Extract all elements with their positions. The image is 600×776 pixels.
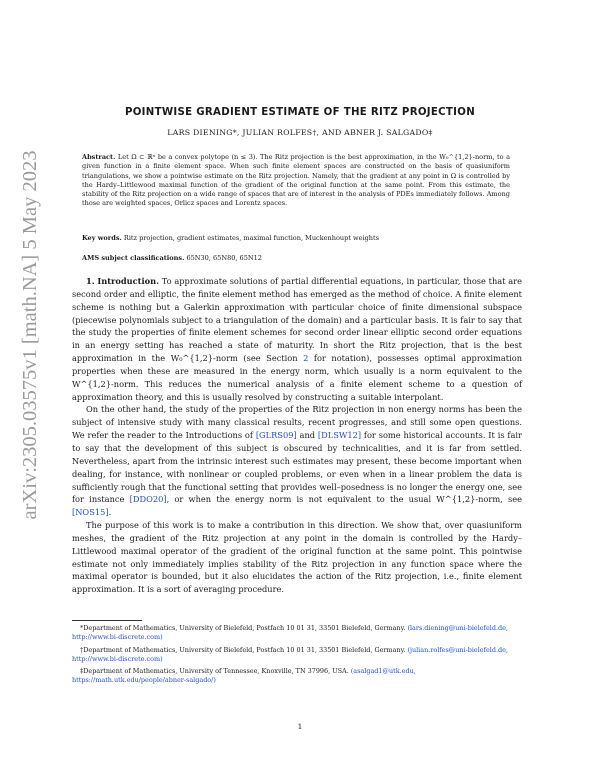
paragraph-2: [72, 403, 522, 519]
paragraph-1-end: for notation), possesses optimal approximation properties when these are measured in the energy norm, which usually is a norm equivalent to the W^{1,2}-norm. This reduces the numerical analysis of a finite element scheme to a question of approximation theory, and this is usually resolved by constructing a suitable interpolant.: [72, 353, 523, 402]
footnote-2-links[interactable]: (julian.rolfes@uni-bielefeld.de, http://www.bi-discrete.com): [72, 645, 508, 663]
abstract-text: Let Ω ⊂ ℝⁿ be a convex polytope (n ≤ 3). The Ritz projection is the best approximation, in the W₀^{1,2}-norm, to a given function in a finite element space. When such finite element spaces are constructed on the basis of quasiuniform triangulations, we show a pointwise estimate on the Ritz projection. Namely, that the gradient at any point in Ω is controlled by the Hardy–Littlewood maximal function of the gradient of the original function at the same point. From this estimate, the stability of the Ritz projection on a wide range of spaces that are of interest in the analysis of PDEs immediately follows. Among those are weighted spaces, Orlicz spaces and Lorentz spaces.: [82, 153, 510, 208]
paragraph-2-text-b: and: [299, 430, 316, 441]
footnote-separator: [72, 620, 142, 621]
paragraph-1: [72, 275, 522, 403]
abstract-label: Abstract.: [82, 153, 116, 161]
keywords-label: Key words.: [82, 234, 122, 242]
section-number: 1.: [86, 276, 95, 286]
ams-classification: [82, 254, 510, 263]
paragraph-3: The purpose of this work is to make a contribution in this direction. We show that, over quasiuniform meshes, the gradient of the Ritz projection at any point in the domain is controlled by the Hardy–Littlewood maximal operator of the gradient of the original function at the same point. This pointwise estimate not only immediately implies stability of the Ritz projection in any function space where the maximal operator is bounded, but it also elucidates the action of the Ritz projection, i.e., finite element approximation. It is a sort of averaging procedure.: [72, 520, 522, 595]
paper-authors: LARS DIENING*, JULIAN ROLFES†, AND ABNER J. SALGADO‡: [167, 128, 433, 137]
paragraph-1-text: To approximate solutions of partial differential equations, in particular, those that are second order and elliptic, the finite element method has emerged as the method of choice. A finite element scheme is nothing but a Galerkin approximation with particular choice of finite dimensional subspace (piecewise polynomials subject to a triangulation of the domain) and a particular basis. It is fair to say that the study the properties of finite element schemes for second order linear elliptic second order equations in an energy setting has reached a state of maturity. In short the Ritz projection, that is the best approximation in the W₀^{1,2}-norm (see Section: [72, 276, 522, 364]
footnote-1: [72, 624, 522, 643]
section-heading: Introduction.: [97, 276, 160, 286]
paper-title: POINTWISE GRADIENT ESTIMATE OF THE RITZ PROJECTION: [124, 107, 476, 118]
arxiv-identifier[interactable]: arXiv:2305.03575v1 [math.NA] 5 May 2023: [19, 150, 41, 520]
introduction-section: [72, 275, 522, 596]
paragraph-2-text-e: .: [108, 507, 112, 518]
keywords-text: Ritz projection, gradient estimates, maximal function, Muckenhoupt weights: [123, 234, 380, 242]
footnote-1-links[interactable]: (lars.diening@uni-bielefeld.de, http://www.bi-discrete.com): [72, 624, 508, 642]
footnote-3-links[interactable]: (asalgad1@utk.edu, https://math.utk.edu/people/abner-salgado/): [72, 667, 416, 685]
footnote-1-text: *Department of Mathematics, University of Bielefeld, Postfach 10 01 31, 33501 Bielefeld, Germany.: [80, 624, 406, 632]
citation-ddo20[interactable]: [DDO20]: [129, 494, 167, 505]
citation-glrs09[interactable]: [GLRS09]: [255, 430, 297, 441]
paragraph-2-text-a: On the other hand, the study of the properties of the Ritz projection in non energy norms has been the subject of intensive study with many classical results, recent progresses, and still some open questions. We refer the reader to the Introductions of: [72, 404, 522, 441]
abstract: [82, 153, 510, 209]
paragraph-2-text-c: for some historical accounts. It is fair to say that the development of this subject is obscured by technicalities, and it is far from settled. Nevertheless, apart from the intrinsic interest such estimates may present, these become important when dealing, for instance, with nonlinear or coupled problems, or even when in a linear problem the data is sufficiently rough that the functional setting that provides well–posedness is no longer the energy one, see for instance: [72, 430, 522, 505]
footnote-2-text: †Department of Mathematics, University of Bielefeld, Postfach 10 01 31, 33501 Bielefeld, Germany.: [80, 645, 406, 654]
footnote-3-text: ‡Department of Mathematics, University of Tennessee, Knoxville, TN 37996, USA.: [80, 667, 349, 676]
footnotes: [72, 624, 522, 689]
footnote-3: [72, 667, 522, 686]
ams-label: AMS subject classifications.: [82, 254, 185, 262]
citation-dlsw12[interactable]: [DLSW12]: [317, 430, 362, 441]
keywords: [82, 234, 510, 243]
section-ref-link[interactable]: 2: [303, 353, 309, 364]
citation-nos15[interactable]: [NOS15]: [72, 507, 109, 518]
ams-text: 65N30, 65N80, 65N12: [186, 254, 262, 262]
paragraph-2-text-d: , or when the energy norm is not equivalent to the usual W^{1,2}-norm, see: [166, 494, 522, 505]
page-number: 1: [297, 722, 303, 731]
footnote-2: [72, 646, 522, 665]
